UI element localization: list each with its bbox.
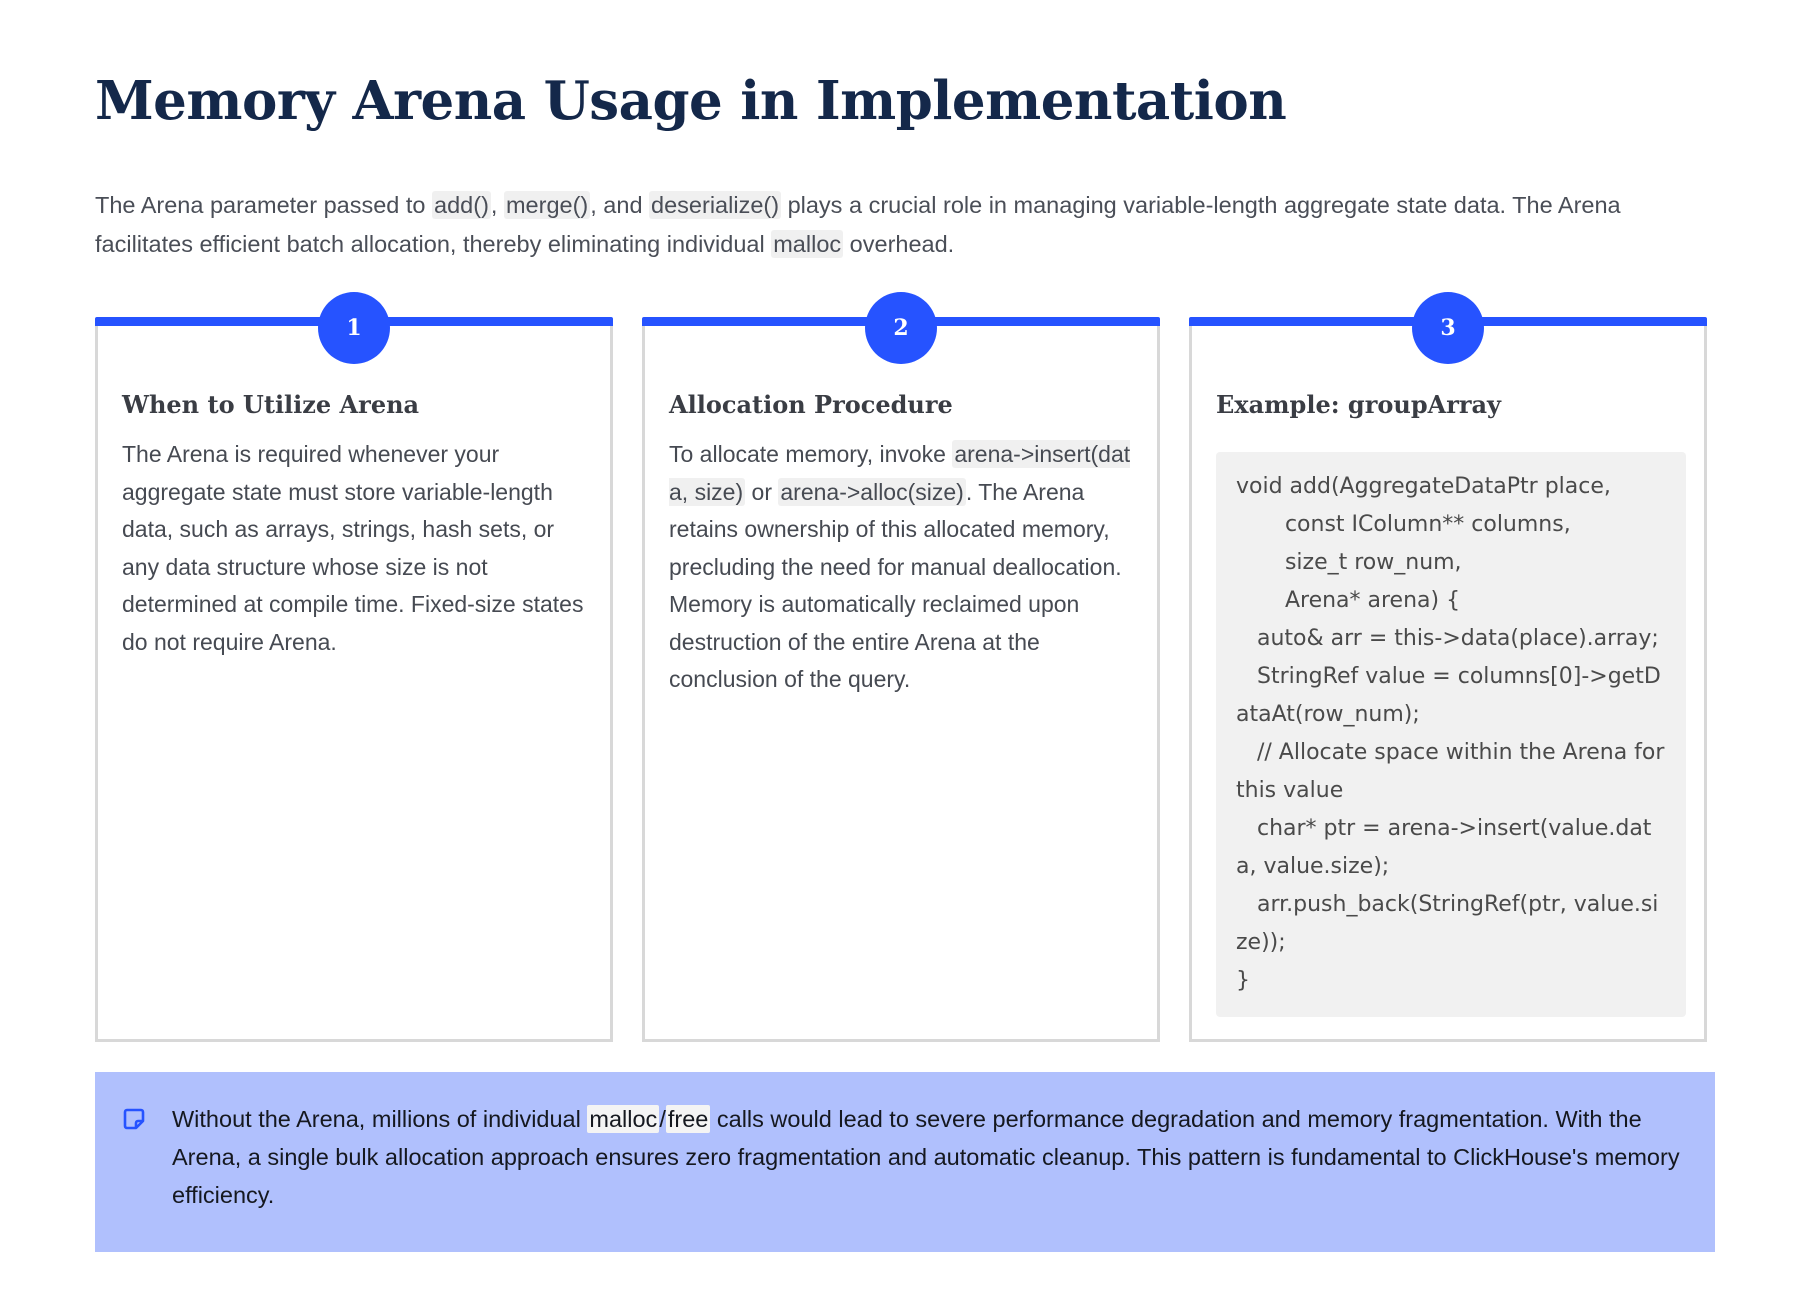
note-callout — [95, 1072, 1715, 1252]
card-text: The Arena is required whenever your aggregate state must store variable-length data, such as arrays, strings, hash sets, or any data structure whose size is not determined at compile time. Fixed-size states do not require Arena. — [122, 441, 584, 655]
intro-paragraph — [95, 186, 1715, 264]
inline-code: arena->insert(data, size) — [669, 441, 1131, 505]
intro-text: plays a crucial role in managing variable-length aggregate state data. The Arena facilitates efficient batch allocation, thereby eliminating individual — [95, 192, 1621, 257]
intro-text: , and — [590, 192, 650, 218]
step-badge: 3 — [1412, 292, 1484, 364]
intro-text: overhead. — [843, 231, 955, 257]
card-text-part: . The Arena retains ownership of this allocated memory, precluding the need for manual deallocation. Memory is automatically reclaimed upon destruction of the entire Arena at the conclusion of the query. — [669, 478, 1122, 692]
note-text-part: calls would lead to severe performance degradation and memory fragmentation. With the Arena, a single bulk allocation approach ensures zero fragmentation and automatic cleanup. This pattern is fundamental to ClickHouse's memory efficiency. — [172, 1106, 1680, 1208]
note-icon — [123, 1108, 145, 1130]
inline-code: arena->alloc(size) — [780, 478, 964, 505]
card-title: Allocation Procedure — [669, 390, 953, 419]
inline-code: add() — [434, 192, 489, 218]
card-allocation-procedure — [642, 315, 1160, 1042]
card-title: When to Utilize Arena — [122, 390, 420, 419]
card-example-grouparray — [1189, 315, 1707, 1042]
inline-code: merge() — [505, 192, 589, 218]
code-block: void add(AggregateDataPtr place, const IColumn** columns, size_t row_num, Arena* arena) { auto& arr = this->data(place).array; StringRef value = columns[0]->getDataAt(row_num); // Allocate space within the Arena for this value char* ptr = arena->insert(value.data, value.size); arr.push_back(StringRef(ptr, value.size)); } — [1216, 452, 1686, 1017]
card-title: Example: groupArray — [1216, 390, 1501, 419]
step-badge: 2 — [865, 292, 937, 364]
inline-code: deserialize() — [651, 192, 780, 218]
card-when-to-utilize — [95, 315, 613, 1042]
inline-code: malloc — [773, 231, 842, 257]
card-text — [669, 436, 1137, 699]
note-text-part: / — [659, 1106, 666, 1132]
card-text-part: To allocate memory, invoke — [669, 441, 953, 467]
inline-code: free — [667, 1106, 709, 1132]
intro-text: , — [490, 192, 504, 218]
page-title: Memory Arena Usage in Implementation — [95, 70, 1287, 132]
intro-text: The Arena parameter passed to — [95, 192, 433, 218]
step-badge: 1 — [318, 292, 390, 364]
card-text-part: or — [745, 478, 779, 505]
inline-code: malloc — [589, 1106, 658, 1132]
note-text — [172, 1100, 1682, 1214]
note-text-part: Without the Arena, millions of individual — [172, 1106, 588, 1132]
